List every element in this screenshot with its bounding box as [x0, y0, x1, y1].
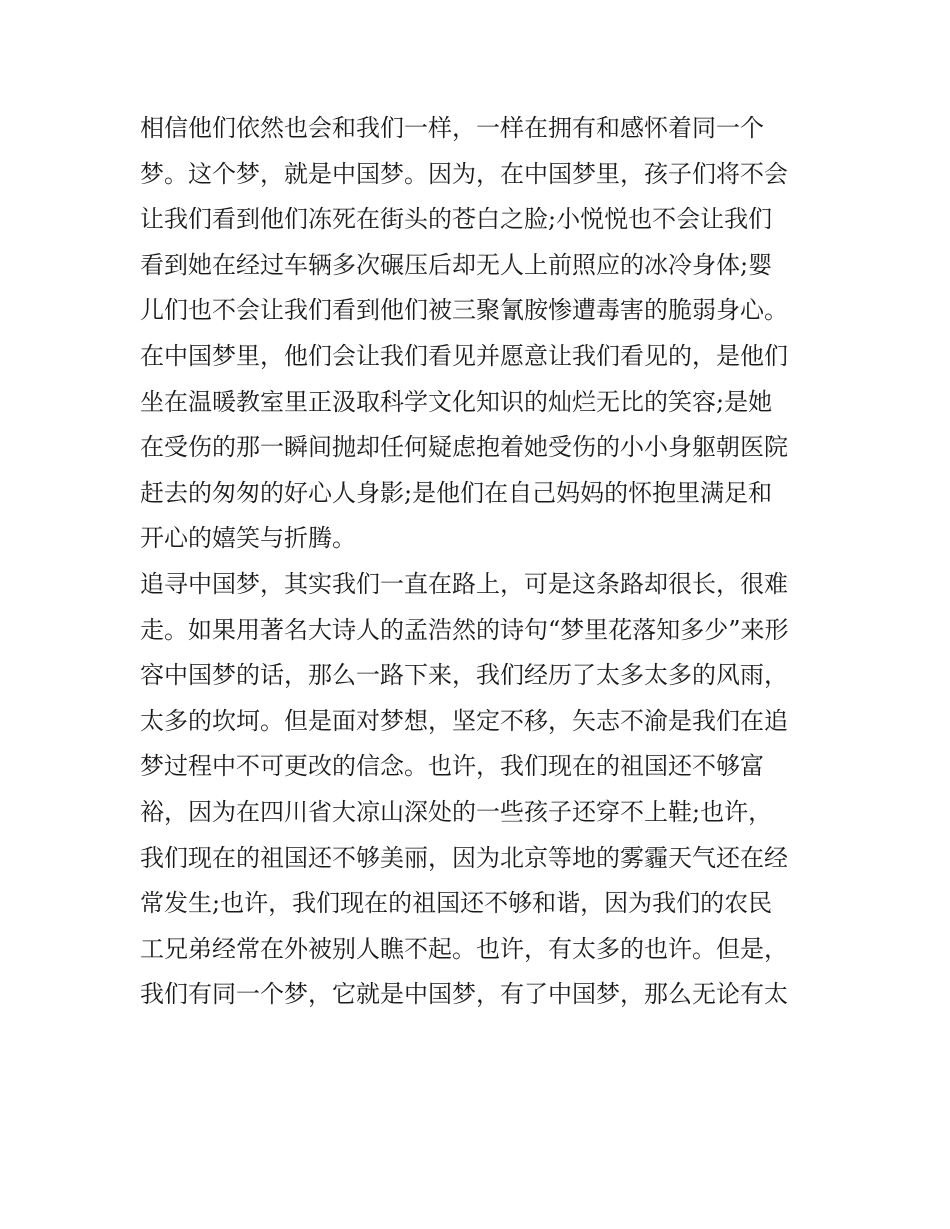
- text-line: 工兄弟经常在外被别人瞧不起。也许，有太多的也许。但是，: [140, 934, 788, 963]
- text-line: 我们有同一个梦，它就是中国梦，有了中国梦，那么无论有太: [140, 980, 788, 1009]
- text-line: 常发生;也许，我们现在的祖国还不够和谐，因为我们的农民: [140, 889, 773, 918]
- document-body: [140, 106, 820, 1018]
- text-line: 在中国梦里，他们会让我们看见并愿意让我们看见的，是他们: [140, 341, 788, 370]
- text-line: 开心的嬉笑与折腾。: [140, 524, 356, 553]
- text-line: 梦过程中不可更改的信念。也许，我们现在的祖国还不够富: [140, 752, 764, 781]
- text-line: 走。如果用著名大诗人的孟浩然的诗句“梦里花落知多少”来形: [140, 615, 789, 644]
- text-line: 看到她在经过车辆多次碾压后却无人上前照应的冰冷身体;婴: [140, 250, 773, 279]
- text-line: 相信他们依然也会和我们一样，一样在拥有和感怀着同一个: [140, 114, 764, 142]
- text-line: 儿们也不会让我们看到他们被三聚氰胺惨遭毒害的脆弱身心。: [140, 296, 788, 325]
- text-line: 裕，因为在四川省大凉山深处的一些孩子还穿不上鞋;也许，: [140, 797, 773, 826]
- text-line: 在受伤的那一瞬间抛却任何疑虑抱着她受伤的小小身躯朝医院: [140, 433, 788, 462]
- text-line: 太多的坎坷。但是面对梦想，坚定不移，矢志不渝是我们在追: [140, 706, 788, 735]
- text-line: 容中国梦的话，那么一路下来，我们经历了太多太多的风雨，: [140, 661, 788, 690]
- text-line: 坐在温暖教室里正汲取科学文化知识的灿烂无比的笑容;是她: [140, 387, 773, 416]
- paragraph-2: [140, 562, 820, 1018]
- text-line: 赶去的匆匆的好心人身影;是他们在自己妈妈的怀抱里满足和: [140, 478, 773, 507]
- paragraph-1: [140, 106, 820, 562]
- text-line: 我们现在的祖国还不够美丽，因为北京等地的雾霾天气还在经: [140, 843, 788, 872]
- text-line: 梦。这个梦，就是中国梦。因为，在中国梦里，孩子们将不会: [140, 159, 788, 188]
- text-line: 让我们看到他们冻死在街头的苍白之脸;小悦悦也不会让我们: [140, 205, 773, 234]
- text-line: 追寻中国梦，其实我们一直在路上，可是这条路却很长，很难: [140, 569, 788, 598]
